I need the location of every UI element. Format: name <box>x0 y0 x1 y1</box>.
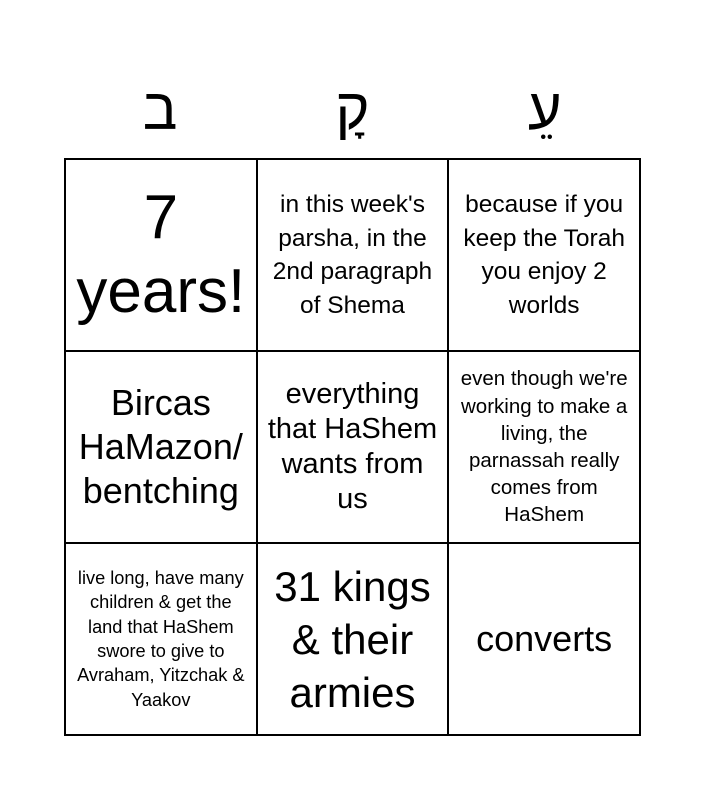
bingo-cell[interactable]: in this week's parsha, in the 2nd paragraph of Shema <box>258 160 450 352</box>
bingo-cell[interactable]: 7 years! <box>66 160 258 352</box>
bingo-header <box>64 70 641 150</box>
bingo-grid <box>64 158 641 736</box>
bingo-cell[interactable]: because if you keep the Torah you enjoy 2 worlds <box>449 160 641 352</box>
header-letter: ב <box>142 77 178 142</box>
bingo-cell[interactable]: everything that HaShem wants from us <box>258 352 450 544</box>
bingo-cell[interactable]: Bircas HaMazon/ bentching <box>66 352 258 544</box>
bingo-cell[interactable]: converts <box>449 544 641 736</box>
bingo-cell[interactable]: even though we're working to make a living, the parnassah really comes from HaShem <box>449 352 641 544</box>
header-letter: עֵ <box>527 77 562 142</box>
bingo-cell[interactable]: 31 kings & their armies <box>258 544 450 736</box>
bingo-cell[interactable]: live long, have many children & get the land that HaShem swore to give to Avraham, Yitzchak & Yaakov <box>66 544 258 736</box>
header-letter: קָ <box>335 77 370 142</box>
